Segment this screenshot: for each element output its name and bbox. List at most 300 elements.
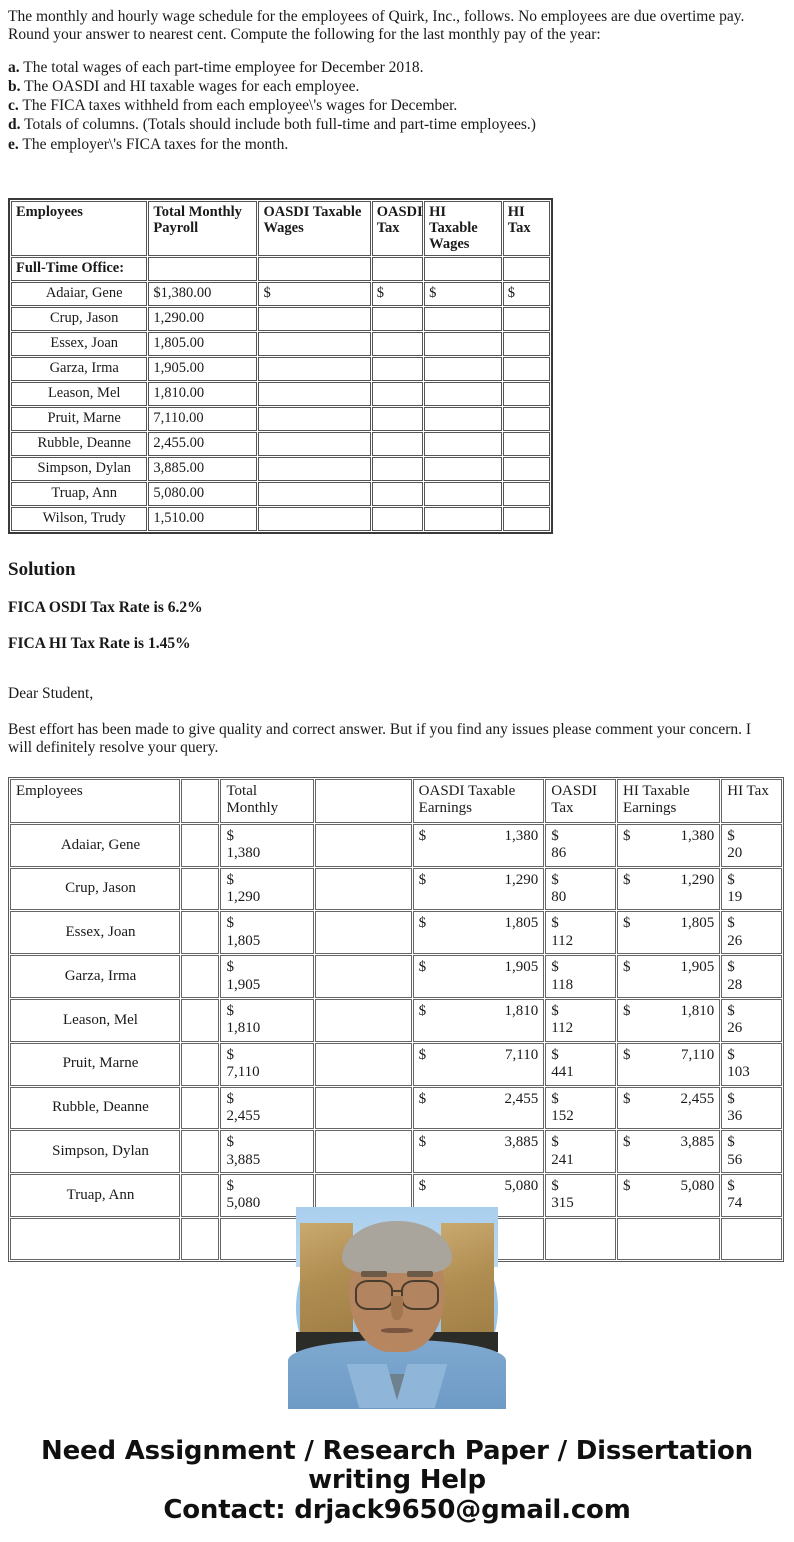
currency-symbol: $ [418, 1002, 427, 1019]
cell-oasdi-taxable-earnings [413, 911, 545, 954]
currency-symbol: $ [418, 1178, 427, 1195]
currency-symbol: $ [226, 1046, 234, 1063]
task-item [8, 136, 776, 154]
cell-employee-name: Adaiar, Gene [10, 824, 180, 867]
promo-line-2: writing Help [308, 1465, 486, 1496]
amount: 19 [727, 888, 743, 905]
cell-blank-2 [315, 868, 412, 911]
cell-employee-name: Truap, Ann [10, 1174, 180, 1217]
cell-oasdi-tax [372, 332, 423, 356]
currency-symbol: $ [727, 827, 735, 844]
table-row [10, 1043, 782, 1086]
task-label: b. [8, 77, 21, 95]
cell-blank-1 [181, 1043, 219, 1086]
amount: 7,110 [681, 1046, 715, 1063]
money-value [623, 828, 714, 845]
table-row [11, 382, 550, 406]
answer-table [8, 777, 784, 1262]
money-value [226, 1003, 307, 1038]
money-value [226, 1134, 307, 1169]
cell-oasdi-taxable-wages [258, 432, 370, 456]
cell-oasdi-tax [545, 911, 616, 954]
currency-symbol: $ [226, 827, 234, 844]
avatar-background-panel-left [300, 1223, 353, 1348]
task-item [8, 116, 776, 134]
money-value [623, 915, 714, 932]
cell-oasdi-tax [545, 955, 616, 998]
money-value [727, 1091, 776, 1126]
money-value [419, 959, 539, 976]
money-value [551, 828, 610, 863]
amount: 1,905 [226, 976, 261, 993]
amount: 1,290 [504, 871, 539, 888]
cell-hi-taxable-earnings [617, 1043, 720, 1086]
currency-symbol: $ [623, 915, 631, 932]
currency-symbol: $ [623, 1046, 631, 1063]
money-value [551, 872, 610, 907]
cell-hi-tax: $ [503, 282, 550, 306]
promo-contact-email: Contact: drjack9650@gmail.com [163, 1495, 631, 1526]
amount: 5,080 [504, 1178, 539, 1195]
col-hi-tax: HI Tax [503, 201, 550, 256]
currency-symbol: $ [551, 1090, 559, 1107]
cell-employee-name: Rubble, Deanne [11, 432, 147, 456]
section-blank-oasdi-tax [372, 257, 423, 281]
amount: 112 [551, 1020, 574, 1037]
money-value [419, 872, 539, 889]
cell-hi-taxable-earnings [617, 868, 720, 911]
currency-symbol: $ [551, 915, 559, 932]
money-value [551, 959, 610, 994]
col-hi-taxable-earnings: HI Taxable Earnings [617, 779, 720, 823]
task-label: c. [8, 97, 19, 115]
cell-oasdi-taxable-earnings [413, 955, 545, 998]
cell-blank-2 [315, 1130, 412, 1173]
task-list [8, 59, 776, 154]
question-intro [0, 0, 794, 154]
cell-hi-taxable-wages [424, 457, 502, 481]
currency-symbol: $ [623, 1002, 631, 1019]
cell-hi-tax [721, 1043, 782, 1086]
cell-hi-taxable-wages [424, 407, 502, 431]
cell-employee-name: Essex, Joan [10, 911, 180, 954]
cell-oasdi-taxable-earnings [413, 1130, 545, 1173]
cell-total-monthly-payroll: $1,380.00 [148, 282, 257, 306]
cell-hi-tax [721, 1130, 782, 1173]
col-blank-2 [315, 779, 412, 823]
col-blank-1 [181, 779, 219, 823]
currency-symbol: $ [551, 1178, 559, 1195]
cell-oasdi-taxable-earnings [413, 999, 545, 1042]
amount: 86 [551, 845, 567, 862]
cell-oasdi-tax [372, 382, 423, 406]
cell-hi-tax [503, 507, 550, 531]
money-value [419, 1003, 539, 1020]
cell-total-monthly-payroll: 3,885.00 [148, 457, 257, 481]
cell-oasdi-tax [545, 999, 616, 1042]
col-oasdi-taxable-earnings: OASDI Taxable Earnings [413, 779, 545, 823]
amount: 2,455 [504, 1090, 539, 1107]
col-total-monthly-payroll: Total Monthly Payroll [148, 201, 257, 256]
currency-symbol: $ [623, 871, 631, 888]
cell-oasdi-tax [372, 482, 423, 506]
cell-oasdi-taxable-wages [258, 307, 370, 331]
currency-symbol: $ [418, 1134, 427, 1151]
money-value [727, 1047, 776, 1082]
money-value [551, 1003, 610, 1038]
amount: 26 [727, 1020, 743, 1037]
cell-total-monthly [220, 911, 313, 954]
amount: 28 [727, 976, 743, 993]
cell-hi-taxable-earnings [617, 911, 720, 954]
task-label: e. [8, 135, 19, 153]
money-value [551, 915, 610, 950]
cell-employee-name: Rubble, Deanne [10, 1087, 180, 1130]
table-row [11, 282, 550, 306]
cell-hi-taxable-wages [424, 357, 502, 381]
cell-total-monthly-payroll: 1,805.00 [148, 332, 257, 356]
cell-employee-name: Leason, Mel [11, 382, 147, 406]
cell-blank-2 [315, 1087, 412, 1130]
currency-symbol: $ [623, 1178, 631, 1195]
cell-total-monthly-payroll: 1,510.00 [148, 507, 257, 531]
cell-employee-name: Garza, Irma [10, 955, 180, 998]
money-value [226, 1047, 307, 1082]
cell-employee-name: Crup, Jason [10, 868, 180, 911]
amount: 1,810 [504, 1002, 539, 1019]
cell-hi-taxable-earnings [617, 999, 720, 1042]
money-value [551, 1091, 610, 1126]
money-value [419, 1047, 539, 1064]
worksheet-table [8, 198, 553, 534]
cell-blank-1 [181, 824, 219, 867]
cell-oasdi-taxable-wages [258, 407, 370, 431]
money-value [551, 1047, 610, 1082]
amount: 315 [551, 1195, 574, 1212]
salutation: Dear Student, [8, 684, 94, 702]
section-blank-hi-wages [424, 257, 502, 281]
avatar-glasses-lens-left [355, 1280, 393, 1310]
cell-blank-2 [315, 824, 412, 867]
currency-symbol: $ [727, 959, 735, 976]
table-row [11, 307, 550, 331]
table-row [10, 955, 782, 998]
cell-hi-tax [503, 307, 550, 331]
cell-hi-tax [503, 432, 550, 456]
avatar-eyebrow-right [407, 1271, 433, 1277]
col-total-monthly: Total Monthly [220, 779, 313, 823]
cell-hi-tax [503, 482, 550, 506]
cell-oasdi-taxable-earnings [413, 1043, 545, 1086]
money-value [727, 828, 776, 863]
cell-total-monthly-payroll: 2,455.00 [148, 432, 257, 456]
amount: 1,905 [504, 959, 539, 976]
money-value [727, 1003, 776, 1038]
table-row [11, 407, 550, 431]
cell-employee-name: Pruit, Marne [11, 407, 147, 431]
cell-oasdi-tax [372, 457, 423, 481]
currency-symbol: $ [551, 827, 559, 844]
table-row [11, 332, 550, 356]
amount: 241 [551, 1151, 574, 1168]
money-value [623, 1134, 714, 1151]
task-label: a. [8, 58, 20, 76]
task-item [8, 78, 776, 96]
cell-blank-1 [181, 999, 219, 1042]
cell-oasdi-taxable-wages [258, 457, 370, 481]
amount: 74 [727, 1195, 743, 1212]
cell-oasdi-tax [372, 357, 423, 381]
amount: 1,290 [226, 888, 261, 905]
cell-total-monthly-payroll: 1,290.00 [148, 307, 257, 331]
amount: 1,380 [226, 845, 261, 862]
cell-hi-taxable-wages: $ [424, 282, 502, 306]
amount: 1,290 [680, 871, 715, 888]
col-hi-taxable-wages: HI Taxable Wages [424, 201, 502, 256]
table-row [10, 1130, 782, 1173]
section-blank-hi-tax [503, 257, 550, 281]
money-value [226, 828, 307, 863]
amount: 26 [727, 932, 743, 949]
col-oasdi-taxable-wages: OASDI Taxable Wages [258, 201, 370, 256]
cell-hi-tax [503, 407, 550, 431]
amount: 112 [551, 932, 574, 949]
cell-hi-taxable-wages [424, 482, 502, 506]
currency-symbol: $ [727, 871, 735, 888]
cell-total-monthly [220, 824, 313, 867]
table-row [10, 824, 782, 867]
cell-oasdi-taxable-wages [258, 357, 370, 381]
currency-symbol: $ [727, 1134, 735, 1151]
money-value [419, 828, 539, 845]
money-value [419, 1178, 539, 1195]
cell-total-monthly [220, 1087, 313, 1130]
table-header-row [10, 779, 782, 823]
amount: 5,080 [680, 1178, 715, 1195]
task-text: The employer\'s FICA taxes for the month. [22, 135, 289, 153]
cell-total-monthly-payroll: 1,810.00 [148, 382, 257, 406]
avatar-container [0, 1207, 794, 1409]
avatar-nose [391, 1296, 403, 1320]
currency-symbol: $ [623, 827, 631, 844]
amount: 5,080 [226, 1195, 261, 1212]
cell-employee-name: Truap, Ann [11, 482, 147, 506]
cell-oasdi-taxable-earnings [413, 1087, 545, 1130]
table-row [11, 507, 550, 531]
cell-employee-name: Leason, Mel [10, 999, 180, 1042]
task-text: The OASDI and HI taxable wages for each employee. [24, 77, 360, 95]
cell-total-monthly [220, 868, 313, 911]
currency-symbol: $ [226, 1134, 234, 1151]
tutor-note: Best effort has been made to give quality and correct answer. But if you find any issues please comment your concern. I will definitely resolve your query. [8, 720, 752, 756]
col-employees: Employees [11, 201, 147, 256]
avatar-mouth [381, 1328, 413, 1333]
col-oasdi-tax: OASDI Tax [372, 201, 423, 256]
cell-blank-2 [315, 955, 412, 998]
amount: 80 [551, 888, 567, 905]
col-hi-tax: HI Tax [721, 779, 782, 823]
currency-symbol: $ [551, 1134, 559, 1151]
amount: 20 [727, 845, 743, 862]
cell-hi-taxable-earnings [617, 824, 720, 867]
answer-table-container [0, 777, 794, 1212]
cell-oasdi-tax [545, 1130, 616, 1173]
amount: 1,380 [680, 827, 715, 844]
table-row [10, 911, 782, 954]
answer-table-body [10, 824, 782, 1260]
cell-hi-taxable-earnings [617, 1130, 720, 1173]
amount: 2,455 [226, 1107, 261, 1124]
cell-employee-name: Crup, Jason [11, 307, 147, 331]
cell-oasdi-taxable-earnings [413, 868, 545, 911]
currency-symbol: $ [226, 915, 234, 932]
avatar-eyebrow-left [361, 1271, 387, 1277]
cell-total-monthly-payroll: 7,110.00 [148, 407, 257, 431]
cell-total-monthly-payroll: 5,080.00 [148, 482, 257, 506]
amount: 1,810 [680, 1002, 715, 1019]
currency-symbol: $ [418, 1090, 427, 1107]
cell-total-monthly-payroll: 1,905.00 [148, 357, 257, 381]
avatar-background-panel-right [441, 1223, 494, 1348]
table-row [10, 1087, 782, 1130]
table-row [11, 357, 550, 381]
cell-hi-tax [503, 457, 550, 481]
cell-hi-tax [721, 1087, 782, 1130]
amount: 103 [727, 1064, 750, 1081]
table-row [11, 432, 550, 456]
task-item [8, 97, 776, 115]
currency-symbol: $ [727, 1178, 735, 1195]
cell-blank-2 [315, 911, 412, 954]
worksheet-table-container [0, 198, 794, 534]
task-item [8, 59, 776, 77]
cell-hi-tax [503, 332, 550, 356]
cell-blank-1 [181, 955, 219, 998]
currency-symbol: $ [727, 915, 735, 932]
money-value [623, 1003, 714, 1020]
amount: 118 [551, 976, 574, 993]
cell-oasdi-tax [545, 868, 616, 911]
cell-hi-tax [503, 382, 550, 406]
cell-oasdi-tax: $ [372, 282, 423, 306]
amount: 1,810 [226, 1020, 261, 1037]
cell-employee-name: Simpson, Dylan [11, 457, 147, 481]
amount: 2,455 [680, 1090, 715, 1107]
cell-hi-tax [721, 911, 782, 954]
cell-hi-taxable-wages [424, 382, 502, 406]
intro-lead-paragraph: The monthly and hourly wage schedule for the employees of Quirk, Inc., follows. No employees are due overtime pay. Round your answer to nearest cent. Compute the following for the last monthly pay of the year: [8, 8, 745, 44]
amount: 7,110 [226, 1064, 260, 1081]
cell-hi-tax [721, 955, 782, 998]
amount: 1,905 [680, 959, 715, 976]
fica-hi-rate: FICA HI Tax Rate is 1.45% [8, 634, 191, 652]
cell-oasdi-taxable-wages [258, 507, 370, 531]
amount: 3,885 [504, 1134, 539, 1151]
cell-hi-tax [721, 999, 782, 1042]
avatar-glasses-lens-right [401, 1280, 439, 1310]
money-value [419, 915, 539, 932]
currency-symbol: $ [226, 959, 234, 976]
currency-symbol: $ [551, 871, 559, 888]
currency-symbol: $ [551, 1002, 559, 1019]
table-header-row [11, 201, 550, 256]
avatar-glasses-bridge [392, 1290, 402, 1292]
cell-hi-tax [721, 868, 782, 911]
promo-line-1: Need Assignment / Research Paper / Dissertation [41, 1435, 753, 1466]
amount: 1,805 [680, 915, 715, 932]
cell-blank-2 [315, 999, 412, 1042]
cell-hi-tax [503, 357, 550, 381]
cell-hi-taxable-earnings [617, 955, 720, 998]
currency-symbol: $ [226, 1090, 234, 1107]
section-label-full-time-office: Full-Time Office: [11, 257, 147, 281]
currency-symbol: $ [418, 827, 427, 844]
amount: 3,885 [226, 1151, 261, 1168]
amount: 3,885 [680, 1134, 715, 1151]
cell-hi-taxable-wages [424, 307, 502, 331]
currency-symbol: $ [418, 915, 427, 932]
cell-oasdi-taxable-wages: $ [258, 282, 370, 306]
worksheet-table-body [11, 257, 550, 531]
currency-symbol: $ [623, 959, 631, 976]
money-value [623, 872, 714, 889]
cell-oasdi-taxable-earnings [413, 824, 545, 867]
table-row [11, 482, 550, 506]
task-text: The FICA taxes withheld from each employee\'s wages for December. [22, 97, 458, 115]
money-value [419, 1134, 539, 1151]
money-value [551, 1134, 610, 1169]
col-employees: Employees [10, 779, 180, 823]
cell-oasdi-tax [372, 407, 423, 431]
cell-blank-1 [181, 1087, 219, 1130]
money-value [226, 915, 307, 950]
cell-total-monthly [220, 999, 313, 1042]
cell-oasdi-taxable-wages [258, 332, 370, 356]
cell-blank-1 [181, 868, 219, 911]
currency-symbol: $ [418, 871, 427, 888]
cell-oasdi-tax [545, 1087, 616, 1130]
money-value [623, 959, 714, 976]
cell-oasdi-tax [545, 824, 616, 867]
cell-total-monthly [220, 1130, 313, 1173]
currency-symbol: $ [623, 1134, 631, 1151]
currency-symbol: $ [551, 959, 559, 976]
money-value [727, 959, 776, 994]
cell-employee-name: Wilson, Trudy [11, 507, 147, 531]
amount: 7,110 [505, 1046, 539, 1063]
task-text: Totals of columns. (Totals should include both full-time and part-time employees.) [24, 116, 536, 134]
amount: 36 [727, 1107, 743, 1124]
amount: 1,805 [226, 932, 261, 949]
money-value [226, 1091, 307, 1126]
worksheet-table-head [11, 201, 550, 256]
spacer [8, 671, 786, 685]
currency-symbol: $ [418, 959, 427, 976]
task-text: The total wages of each part-time employee for December 2018. [23, 58, 424, 76]
table-row [10, 868, 782, 911]
table-row [10, 999, 782, 1042]
cell-oasdi-taxable-wages [258, 382, 370, 406]
cell-hi-taxable-wages [424, 507, 502, 531]
cell-employee-name: Pruit, Marne [10, 1043, 180, 1086]
money-value [623, 1047, 714, 1064]
col-oasdi-tax: OASDI Tax [545, 779, 616, 823]
cell-oasdi-tax [372, 307, 423, 331]
money-value [727, 872, 776, 907]
avatar [296, 1207, 498, 1409]
currency-symbol: $ [551, 1046, 559, 1063]
cell-oasdi-tax [372, 507, 423, 531]
